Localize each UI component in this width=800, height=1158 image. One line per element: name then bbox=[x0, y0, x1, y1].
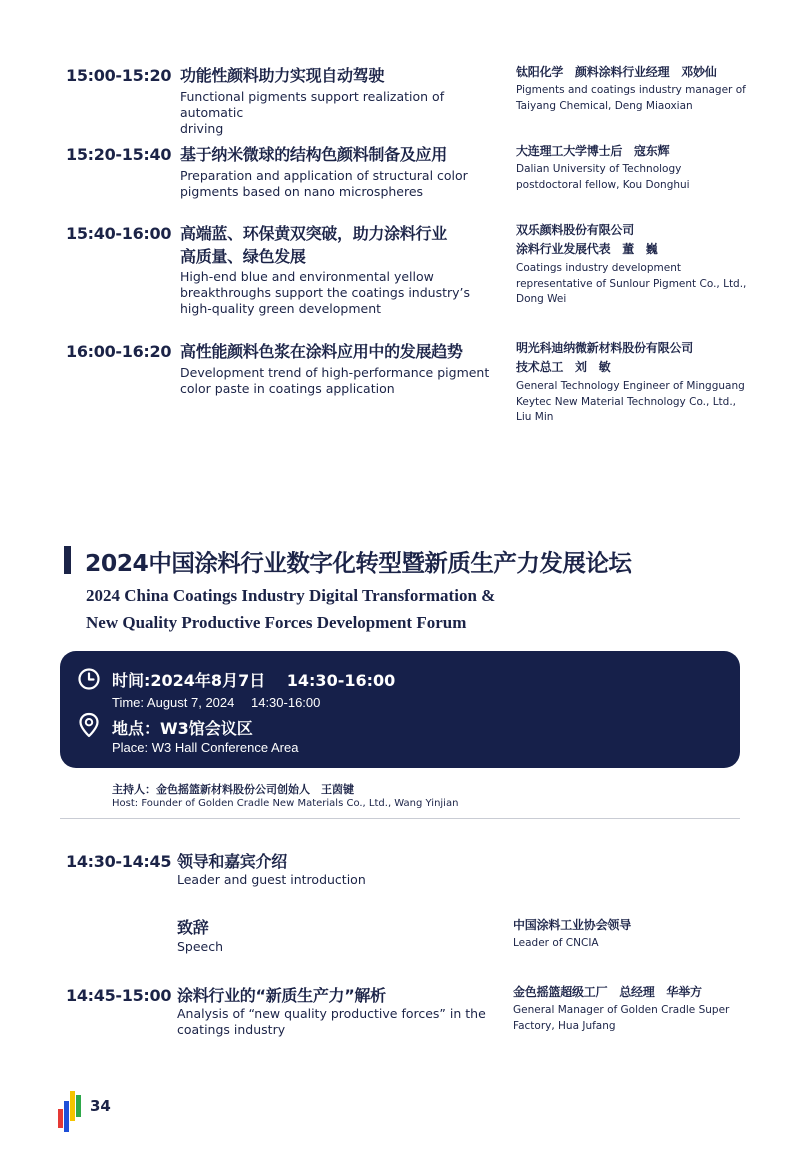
session-time: 15:40-16:00 bbox=[66, 224, 172, 243]
session-title-en: Development trend of high-performance pigment color paste in coatings application bbox=[180, 365, 490, 396]
forum-place-en: Place: W3 Hall Conference Area bbox=[112, 740, 299, 755]
speaker-zh: 大连理工大学博士后 寇东辉 bbox=[516, 144, 670, 158]
logo-bar-yellow bbox=[70, 1091, 75, 1121]
speaker-en: Dalian University of Technology postdoctoral fellow, Kou Donghui bbox=[516, 163, 690, 191]
session-title-en: Leader and guest introduction bbox=[177, 872, 366, 887]
forum-title-en-line2: New Quality Productive Forces Development Forum bbox=[86, 613, 467, 632]
session-title-zh: 致辞 bbox=[177, 918, 209, 937]
forum-time-en: Time: August 7, 2024 14:30-16:00 bbox=[112, 695, 321, 710]
forum-place-zh: 地点：W3馆会议区 bbox=[112, 719, 253, 738]
section-marker-bar bbox=[64, 546, 71, 574]
session-title-zh: 高性能颜料色浆在涂料应用中的发展趋势 bbox=[180, 342, 463, 361]
speaker-en: Coatings industry development representative of Sunlour Pigment Co., Ltd., Dong Wei bbox=[516, 262, 747, 305]
session-title-en: Preparation and application of structural color pigments based on nano microspheres bbox=[180, 168, 468, 199]
session-title-zh: 领导和嘉宾介绍 bbox=[177, 852, 287, 871]
clock-icon bbox=[77, 667, 101, 691]
session-time: 14:30-14:45 bbox=[66, 852, 172, 871]
logo-bar-green bbox=[76, 1095, 81, 1117]
session-title-en: Analysis of “new quality productive forces” in the coatings industry bbox=[177, 1006, 486, 1037]
session-title-en: Speech bbox=[177, 939, 224, 954]
speaker-zh: 双乐颜料股份有限公司 涂料行业发展代表 董 巍 bbox=[516, 223, 658, 256]
speaker-zh: 中国涂料工业协会领导 bbox=[513, 918, 632, 932]
speaker-zh: 钛阳化学 颜料涂料行业经理 邓妙仙 bbox=[516, 65, 717, 79]
session-time: 16:00-16:20 bbox=[66, 342, 172, 361]
session-title-zh: 功能性颜料助力实现自动驾驶 bbox=[180, 66, 385, 85]
session-title-zh: 高端蓝、环保黄双突破，助力涂料行业 高质量、绿色发展 bbox=[180, 224, 447, 266]
session-title-zh: 涂料行业的“新质生产力”解析 bbox=[177, 986, 386, 1005]
location-pin-icon bbox=[78, 712, 100, 738]
session-title-zh: 基于纳米微球的结构色颜料制备及应用 bbox=[180, 145, 447, 164]
host-en: Host: Founder of Golden Cradle New Materials Co., Ltd., Wang Yinjian bbox=[112, 798, 459, 809]
session-time: 14:45-15:00 bbox=[66, 986, 172, 1005]
page-number: 34 bbox=[90, 1097, 111, 1115]
session-time: 15:20-15:40 bbox=[66, 145, 172, 164]
speaker-en: General Manager of Golden Cradle Super Factory, Hua Jufang bbox=[513, 1004, 730, 1032]
speaker-zh: 金色摇篮超级工厂 总经理 华举方 bbox=[513, 985, 702, 999]
logo-bar-blue bbox=[64, 1101, 69, 1132]
host-zh: 主持人：金色摇篮新材料股份公司创始人 王茵键 bbox=[112, 783, 354, 796]
speaker-zh: 明光科迪纳微新材料股份有限公司 技术总工 刘 敏 bbox=[516, 341, 694, 374]
session-title-en: Functional pigments support realization of automatic driving bbox=[180, 89, 445, 136]
speaker-en: Pigments and coatings industry manager of Taiyang Chemical, Deng Miaoxian bbox=[516, 84, 746, 112]
speaker-en: General Technology Engineer of Mingguang Keytec New Material Technology Co., Ltd., Liu Min bbox=[516, 380, 745, 423]
forum-title-zh: 2024中国涂料行业数字化转型暨新质生产力发展论坛 bbox=[85, 549, 632, 577]
session-time: 15:00-15:20 bbox=[66, 66, 172, 85]
forum-title-en-line1: 2024 China Coatings Industry Digital Transformation & bbox=[86, 586, 496, 605]
speaker-en: Leader of CNCIA bbox=[513, 937, 599, 949]
session-title-en: High-end blue and environmental yellow breakthroughs support the coatings industry’s high-quality green development bbox=[180, 269, 471, 316]
logo-icon bbox=[58, 1089, 84, 1133]
divider bbox=[60, 818, 740, 819]
forum-time-zh: 时间:2024年8月7日 14:30-16:00 bbox=[112, 671, 396, 690]
logo-bar-red bbox=[58, 1109, 63, 1128]
